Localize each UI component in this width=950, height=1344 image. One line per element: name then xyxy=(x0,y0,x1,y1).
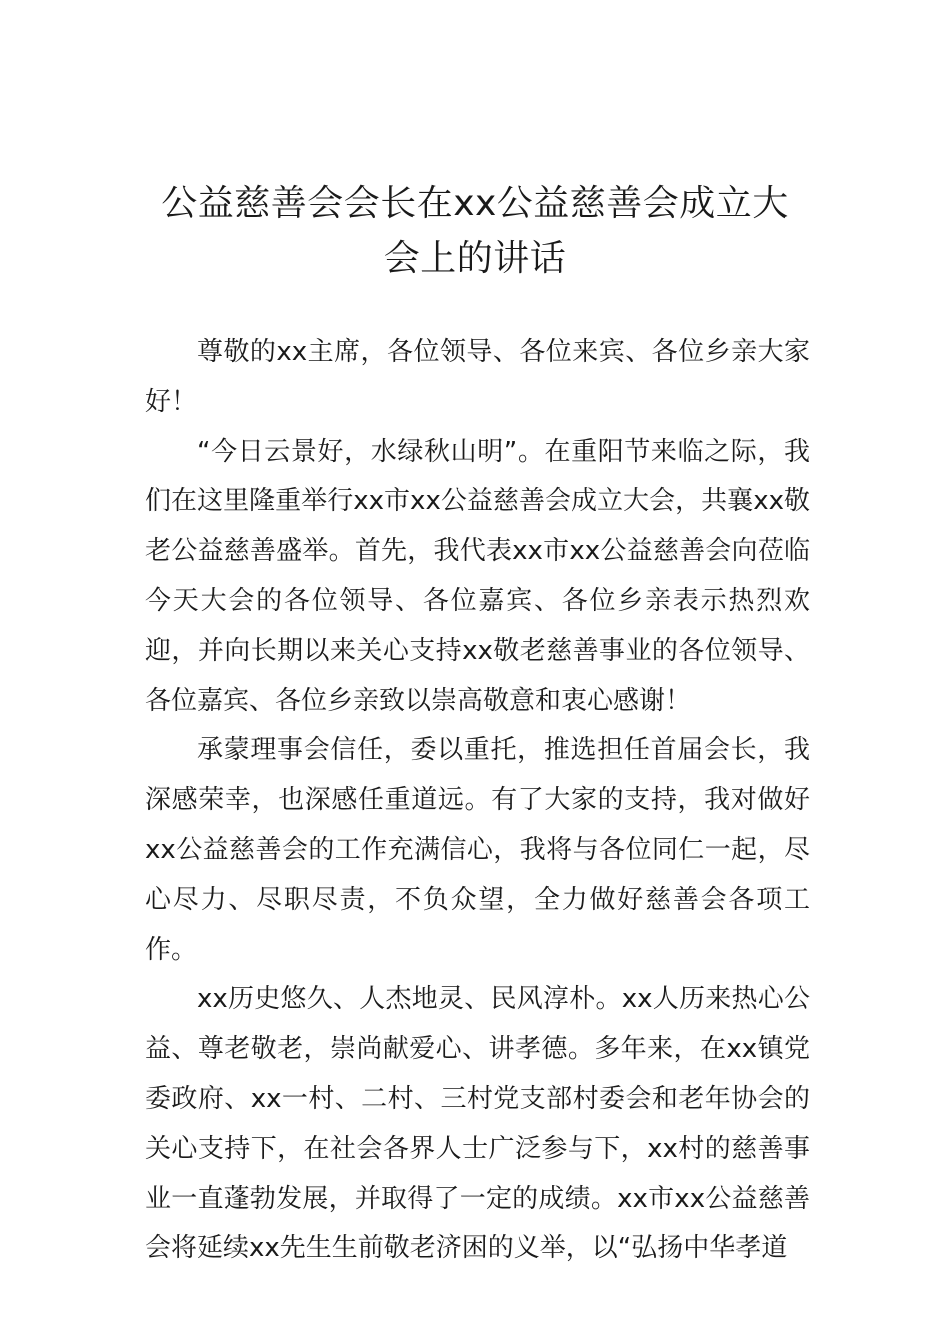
paragraph-acceptance: 承蒙理事会信任，委以重托，推选担任首届会长，我深感荣幸，也深感任重道远。有了大家的支持，我对做好xx公益慈善会的工作充满信心，我将与各位同仁一起，尽心尽力、尽职尽责，不负众望，全力做好慈善会各项工作。 xyxy=(145,735,810,965)
paragraph-history: xx历史悠久、人杰地灵、民风淳朴。xx人历来热心公益、尊老敬老，崇尚献爱心、讲孝德。多年来，在xx镇党委政府、xx一村、二村、三村党支部村委会和老年协会的关心支持下，在社会各界人士广泛参与下，xx村的慈善事业一直蓬勃发展，并取得了一定的成绩。xx市xx公益慈善会将延续xx先生生前敬老济困的义举，以“弘扬中华孝道 xyxy=(145,984,810,1264)
document-body xyxy=(145,328,810,1274)
paragraph-welcome: “今日云景好，水绿秋山明”。在重阳节来临之际，我们在这里隆重举行xx市xx公益慈善会成立大会，共襄xx敬老公益慈善盛举。首先，我代表xx市xx公益慈善会向莅临今天大会的各位领导、各位嘉宾、各位乡亲表示热烈欢迎，并向长期以来关心支持xx敬老慈善事业的各位领导、各位嘉宾、各位乡亲致以崇高敬意和衷心感谢！ xyxy=(145,436,810,716)
paragraph-greeting: 尊敬的xx主席，各位领导、各位来宾、各位乡亲大家好！ xyxy=(145,337,810,417)
document-title: 公益慈善会会长在xx公益慈善会成立大会上的讲话 xyxy=(161,183,789,279)
